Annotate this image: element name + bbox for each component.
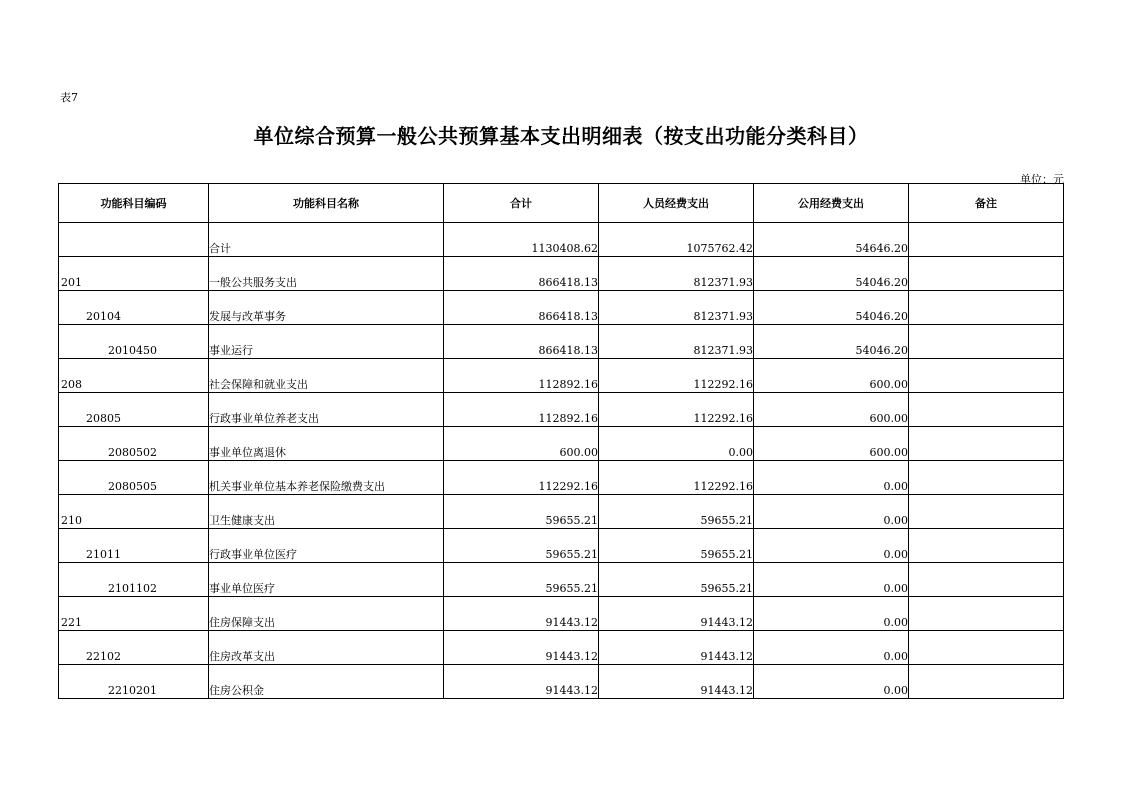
cell-code: 201	[59, 257, 209, 291]
column-header-total: 合计	[444, 184, 599, 223]
table-header-row	[59, 184, 1064, 223]
table-row	[59, 325, 1064, 359]
cell-note	[909, 359, 1064, 393]
cell-personnel: 91443.12	[599, 665, 754, 699]
cell-total: 112892.16	[444, 359, 599, 393]
cell-total: 866418.13	[444, 257, 599, 291]
table-row	[59, 461, 1064, 495]
column-header-public: 公用经费支出	[754, 184, 909, 223]
cell-code: 20104	[59, 291, 209, 325]
cell-code: 2210201	[59, 665, 209, 699]
cell-name: 社会保障和就业支出	[209, 359, 444, 393]
cell-personnel: 812371.93	[599, 291, 754, 325]
cell-total: 91443.12	[444, 631, 599, 665]
cell-public: 0.00	[754, 529, 909, 563]
column-header-note: 备注	[909, 184, 1064, 223]
cell-note	[909, 631, 1064, 665]
cell-public: 0.00	[754, 563, 909, 597]
cell-note	[909, 325, 1064, 359]
cell-code: 210	[59, 495, 209, 529]
cell-personnel: 0.00	[599, 427, 754, 461]
cell-name: 事业单位离退休	[209, 427, 444, 461]
cell-personnel: 112292.16	[599, 393, 754, 427]
cell-note	[909, 257, 1064, 291]
table-row	[59, 427, 1064, 461]
cell-name: 机关事业单位基本养老保险缴费支出	[209, 461, 444, 495]
table-row	[59, 631, 1064, 665]
cell-public: 0.00	[754, 461, 909, 495]
cell-personnel: 112292.16	[599, 461, 754, 495]
cell-total: 59655.21	[444, 529, 599, 563]
cell-total: 91443.12	[444, 597, 599, 631]
table-row	[59, 529, 1064, 563]
cell-code: 2080505	[59, 461, 209, 495]
cell-note	[909, 563, 1064, 597]
table-body	[59, 223, 1064, 699]
budget-table	[58, 183, 1064, 699]
cell-public: 0.00	[754, 495, 909, 529]
cell-name: 事业运行	[209, 325, 444, 359]
cell-code: 2080502	[59, 427, 209, 461]
cell-personnel: 91443.12	[599, 631, 754, 665]
cell-note	[909, 223, 1064, 257]
cell-name: 发展与改革事务	[209, 291, 444, 325]
cell-code: 2010450	[59, 325, 209, 359]
table-row	[59, 665, 1064, 699]
cell-personnel: 812371.93	[599, 325, 754, 359]
table-row	[59, 257, 1064, 291]
cell-public: 600.00	[754, 427, 909, 461]
table-row	[59, 291, 1064, 325]
cell-note	[909, 665, 1064, 699]
cell-name: 住房保障支出	[209, 597, 444, 631]
cell-note	[909, 495, 1064, 529]
table-row	[59, 597, 1064, 631]
table-row	[59, 359, 1064, 393]
cell-name: 行政事业单位养老支出	[209, 393, 444, 427]
table-row	[59, 563, 1064, 597]
cell-public: 0.00	[754, 631, 909, 665]
cell-total: 600.00	[444, 427, 599, 461]
cell-total: 112892.16	[444, 393, 599, 427]
cell-note	[909, 529, 1064, 563]
cell-personnel: 91443.12	[599, 597, 754, 631]
cell-public: 54046.20	[754, 325, 909, 359]
cell-note	[909, 291, 1064, 325]
cell-note	[909, 597, 1064, 631]
cell-name: 一般公共服务支出	[209, 257, 444, 291]
table-row	[59, 393, 1064, 427]
cell-personnel: 812371.93	[599, 257, 754, 291]
cell-personnel: 59655.21	[599, 495, 754, 529]
cell-code: 21011	[59, 529, 209, 563]
cell-code: 221	[59, 597, 209, 631]
cell-name: 卫生健康支出	[209, 495, 444, 529]
cell-total: 866418.13	[444, 291, 599, 325]
table-row	[59, 495, 1064, 529]
cell-public: 0.00	[754, 665, 909, 699]
cell-note	[909, 461, 1064, 495]
cell-note	[909, 427, 1064, 461]
column-header-code: 功能科目编码	[59, 184, 209, 223]
column-header-name: 功能科目名称	[209, 184, 444, 223]
table-number-label: 表7	[60, 91, 78, 104]
cell-total: 59655.21	[444, 495, 599, 529]
cell-code	[59, 223, 209, 257]
cell-name: 住房公积金	[209, 665, 444, 699]
cell-total: 59655.21	[444, 563, 599, 597]
cell-name: 合计	[209, 223, 444, 257]
cell-personnel: 59655.21	[599, 563, 754, 597]
cell-total: 91443.12	[444, 665, 599, 699]
unit-label: 单位：元	[1020, 173, 1064, 186]
cell-total: 112292.16	[444, 461, 599, 495]
cell-name: 事业单位医疗	[209, 563, 444, 597]
cell-code: 22102	[59, 631, 209, 665]
cell-public: 600.00	[754, 359, 909, 393]
cell-total: 1130408.62	[444, 223, 599, 257]
cell-code: 20805	[59, 393, 209, 427]
column-header-personnel: 人员经费支出	[599, 184, 754, 223]
cell-personnel: 1075762.42	[599, 223, 754, 257]
cell-personnel: 59655.21	[599, 529, 754, 563]
page-title: 单位综合预算一般公共预算基本支出明细表（按支出功能分类科目）	[253, 124, 869, 148]
cell-total: 866418.13	[444, 325, 599, 359]
cell-code: 208	[59, 359, 209, 393]
cell-personnel: 112292.16	[599, 359, 754, 393]
cell-name: 行政事业单位医疗	[209, 529, 444, 563]
cell-name: 住房改革支出	[209, 631, 444, 665]
cell-note	[909, 393, 1064, 427]
cell-public: 54046.20	[754, 291, 909, 325]
cell-public: 54046.20	[754, 257, 909, 291]
table-row	[59, 223, 1064, 257]
cell-public: 54646.20	[754, 223, 909, 257]
cell-public: 0.00	[754, 597, 909, 631]
cell-code: 2101102	[59, 563, 209, 597]
cell-public: 600.00	[754, 393, 909, 427]
